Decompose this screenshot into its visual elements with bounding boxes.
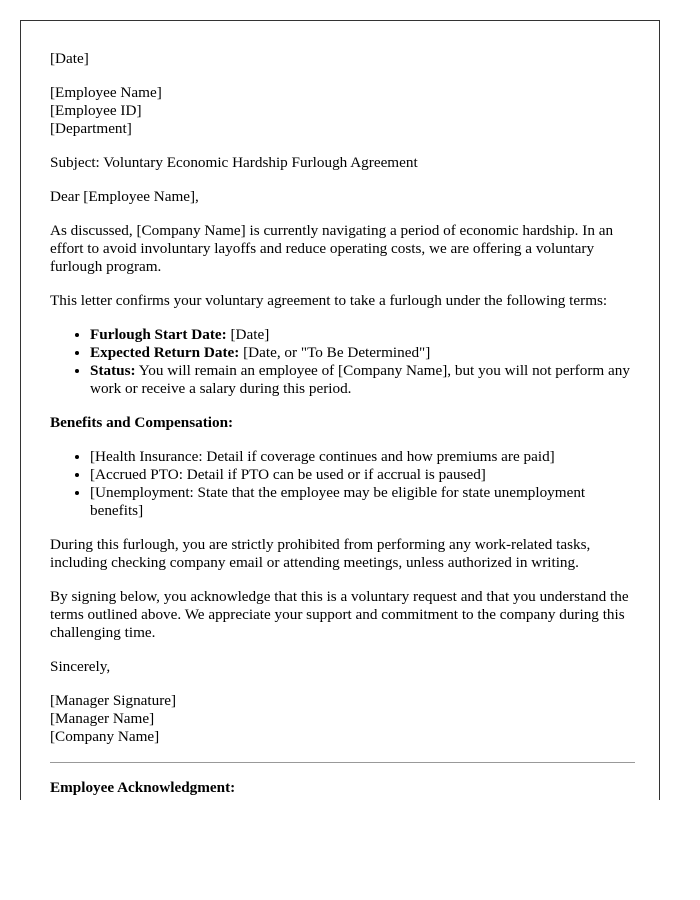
recipient-department: [Department] [50,120,132,137]
letter-date: [Date] [50,50,89,67]
term-label: Status: [90,362,136,379]
recipient-id: [Employee ID] [50,102,142,119]
term-label: Expected Return Date: [90,344,240,361]
letter-subject: Subject: Voluntary Economic Hardship Furlough Agreement [50,154,418,171]
prohibition-paragraph: During this furlough, you are strictly prohibited from performing any work-related tasks, including checking company email or attending meetings, unless authorized in writing. [50,536,591,571]
term-item-start-date [90,326,635,344]
benefit-item-health: • [Health Insurance: Detail if coverage continues and how premiums are paid] [90,448,635,466]
employee-ack-heading: Employee Acknowledgment: [50,779,236,796]
benefits-heading: Benefits and Compensation: [50,414,234,431]
signature-company: [Company Name] [50,728,160,745]
terms-list [50,326,635,398]
manager-signature: [Manager Signature] [50,692,177,709]
term-value: You will remain an employee of [Company Name], but you will not perform any work or receive a salary during this period. [90,362,630,397]
letter-salutation: Dear [Employee Name], [50,188,199,205]
term-item-return-date [90,344,635,362]
manager-name: [Manager Name] [50,710,155,727]
recipient-block [50,84,635,138]
benefit-item-pto: • [Accrued PTO: Detail if PTO can be used or if accrual is paused] [90,466,635,484]
term-value: [Date, or "To Be Determined"] [239,344,431,361]
signature-block [50,692,635,746]
confirm-paragraph: This letter confirms your voluntary agreement to take a furlough under the following terms: [50,292,608,309]
letter-closing: Sincerely, [50,658,111,675]
term-item-status [90,362,635,398]
term-value: [Date] [226,326,270,343]
section-divider [50,762,635,763]
letter-page [20,20,660,800]
acknowledge-paragraph: By signing below, you acknowledge that this is a voluntary request and that you understand the terms outlined above. We appreciate your support and commitment to the company during this challenging time. [50,588,629,641]
intro-paragraph: As discussed, [Company Name] is currently navigating a period of economic hardship. In an effort to avoid involuntary layoffs and reduce operating costs, we are offering a voluntary furlough program. [50,222,614,275]
term-label: Furlough Start Date: [90,326,227,343]
benefits-list [50,448,635,520]
benefit-item-unemployment: • [Unemployment: State that the employee may be eligible for state unemployment benefits] [90,484,635,520]
recipient-name: [Employee Name] [50,84,162,101]
letter-content [50,50,635,797]
